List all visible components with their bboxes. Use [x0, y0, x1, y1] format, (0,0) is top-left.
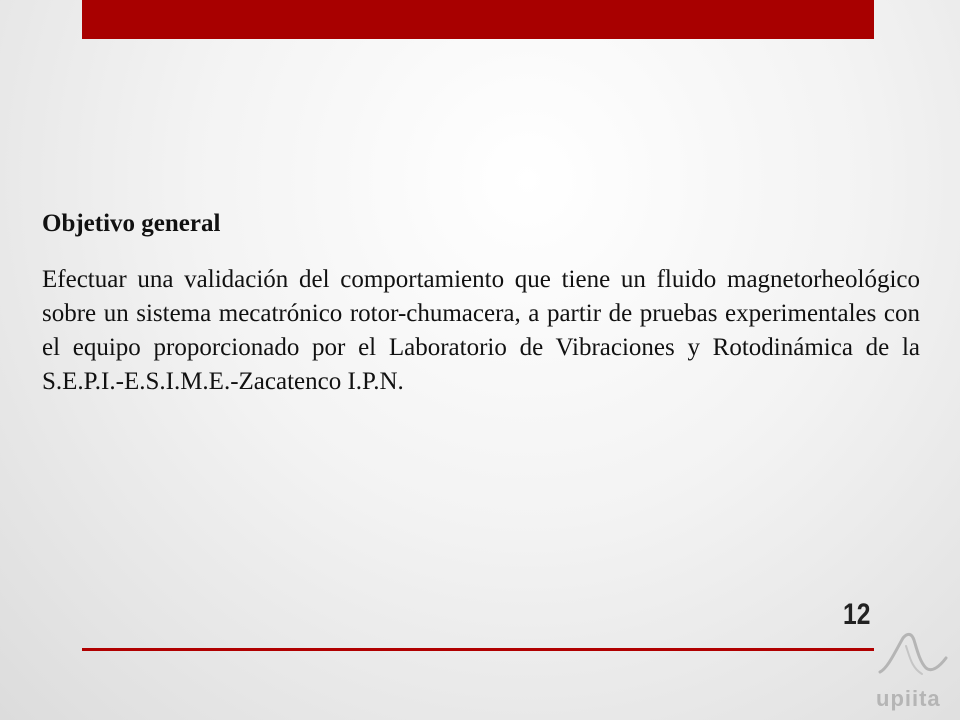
slide-heading: Objetivo general: [42, 210, 221, 237]
logo-text: upiita: [876, 686, 941, 711]
top-accent-bar: [82, 0, 874, 39]
bottom-divider-line: [82, 648, 874, 651]
slide-body-text: Efectuar una validación del comportamiento que tiene un fluido magnetorheológico sobre un sistema mecatrónico rotor-chumacera, a partir de pruebas experimentales con el equipo proporcionado por el Laboratorio de Vibraciones y Rotodinámica de la S.E.P.I.-E.S.I.M.E.-Zacatenco I.P.N.: [42, 266, 920, 395]
upiita-logo-icon: [868, 628, 958, 718]
slide-content: [42, 207, 920, 399]
page-number: 12: [842, 598, 870, 631]
